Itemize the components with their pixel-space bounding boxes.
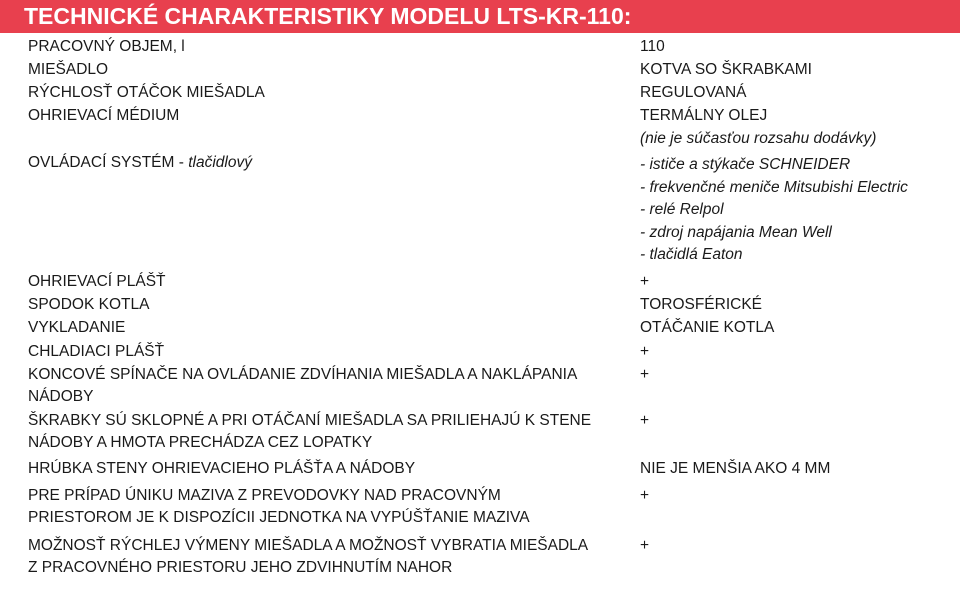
list-item: - frekvenčné meniče Mitsubishi Electric — [640, 178, 908, 196]
spec-label: KONCOVÉ SPÍNAČE NA OVLÁDANIE ZDVÍHANIA MIEŠADLA A NAKLÁPANIA NÁDOBY — [28, 366, 578, 405]
spec-value: OTÁČANIE KOTLA — [640, 319, 775, 336]
spec-value: KOTVA SO ŠKRABKAMI — [640, 61, 812, 78]
spec-note: (nie je súčasťou rozsahu dodávky) — [640, 129, 877, 147]
spec-value: + — [640, 412, 650, 429]
spec-value: TERMÁLNY OLEJ (nie je súčasťou rozsahu dodávky) — [640, 105, 960, 150]
spec-label: CHLADIACI PLÁŠŤ — [28, 343, 165, 360]
list-item: - relé Relpol — [640, 201, 724, 218]
spec-title: TECHNICKÉ CHARAKTERISTIKY MODELU LTS-KR-110: — [0, 0, 960, 33]
spec-value: + — [640, 366, 650, 383]
spec-value: + — [640, 343, 650, 360]
spec-label: MIEŠADLO — [28, 61, 109, 78]
spec-label: OVLÁDACÍ SYSTÉM - tlačidlový — [28, 154, 252, 171]
spec-value: NIE JE MENŠIA AKO 4 MM — [640, 460, 831, 477]
spec-value: TOROSFÉRICKÉ — [640, 296, 763, 313]
spec-label: VYKLADANIE — [28, 319, 126, 336]
spec-value: + — [640, 273, 650, 290]
spec-label: RÝCHLOSŤ OTÁČOK MIEŠADLA — [28, 84, 265, 101]
spec-label: SPODOK KOTLA — [28, 296, 150, 313]
list-item: - tlačidlá Eaton — [640, 246, 743, 263]
list-item: - zdroj napájania Mean Well — [640, 223, 832, 241]
spec-value: + — [640, 537, 650, 554]
spec-label: OHRIEVACÍ PLÁŠŤ — [28, 273, 166, 290]
spec-label: PRACOVNÝ OBJEM, l — [28, 38, 185, 55]
spec-label: HRÚBKA STENY OHRIEVACIEHO PLÁŠŤA A NÁDOBY — [28, 460, 416, 477]
spec-label: OHRIEVACÍ MÉDIUM — [28, 107, 180, 124]
spec-value: 110 — [640, 38, 665, 55]
list-item: - ističe a stýkače SCHNEIDER — [640, 156, 851, 173]
spec-value-list — [640, 154, 960, 267]
spec-value: + — [640, 487, 650, 504]
spec-label: ŠKRABKY SÚ SKLOPNÉ A PRI OTÁČANÍ MIEŠADLA SA PRILIEHAJÚ K STENE NÁDOBY A HMOTA PRECHÁDZA CEZ LOPATKY — [28, 412, 592, 451]
spec-value: REGULOVANÁ — [640, 84, 747, 101]
spec-label: MOŽNOSŤ RÝCHLEJ VÝMENY MIEŠADLA A MOŽNOSŤ VYBRATIA MIEŠADLA Z PRACOVNÉHO PRIESTORU JEHO ZDVIHNUTÍM NAHOR — [28, 537, 589, 576]
spec-label: PRE PRÍPAD ÚNIKU MAZIVA Z PREVODOVKY NAD PRACOVNÝM PRIESTOROM JE K DISPOZÍCII JEDNOTKA NA VYPÚŠŤANIE MAZIVA — [28, 487, 530, 526]
